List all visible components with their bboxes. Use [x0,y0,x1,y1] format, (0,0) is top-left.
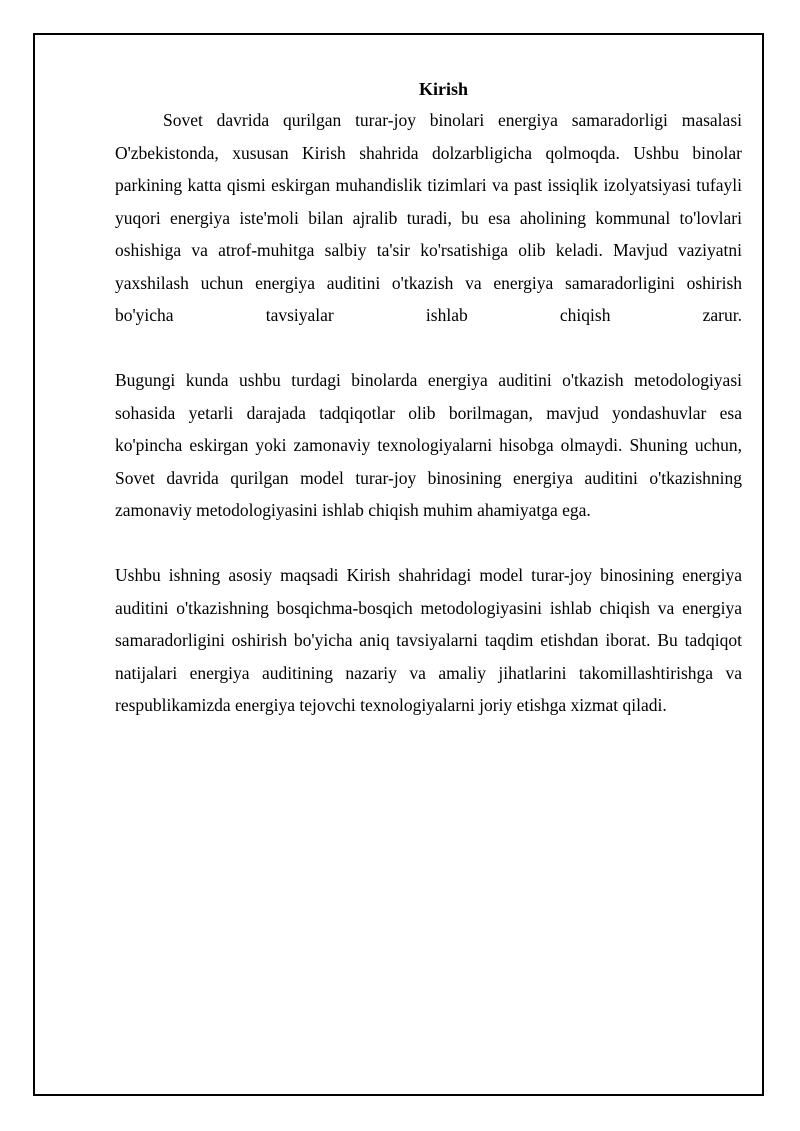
paragraph-2: Bugungi kunda ushbu turdagi binolarda energiya auditini o'tkazish metodologiyasi sohasida yetarli darajada tadqiqotlar olib borilmagan, mavjud yondashuvlar esa ko'pincha eskirgan yoki zamonaviy texnologiyalarni hisobga olmaydi. Shuning uchun, Sovet davrida qurilgan model turar-joy binosining energiya auditini o'tkazishning zamonaviy metodologiyasini ishlab chiqish muhim ahamiyatga ega. [115,370,742,520]
paragraph-1: Sovet davrida qurilgan turar-joy binolari energiya samaradorligi masalasi O'zbekistonda, xususan Kirish shahrida dolzarbligicha qolmoqda. Ushbu binolar parkining katta qismi eskirgan muhandislik tizimlari va past issiqlik izolyatsiyasi tufayli yuqori energiya iste'moli bilan ajralib turadi, bu esa aholining kommunal to'lovlari oshishiga va atrof-muhitga salbiy ta'sir ko'rsatishiga olib keladi. Mavjud vaziyatni yaxshilash uchun energiya auditini o'tkazish va energiya samaradorligini oshirish bo'yicha tavsiyalar ishlab chiqish zarur. [115,110,742,325]
paragraph-3: Ushbu ishning asosiy maqsadi Kirish shahridagi model turar-joy binosining energiya auditini o'tkazishning bosqichma-bosqich metodologiyasini ishlab chiqish va energiya samaradorligini oshirish bo'yicha aniq tavsiyalarni taqdim etishdan iborat. Bu tadqiqot natijalari energiya auditining nazariy va amaliy jihatlarini takomillashtirishga va respublikamizda energiya tejovchi texnologiyalarni joriy etishga xizmat qiladi. [115,565,742,715]
document-title: Kirish [418,79,468,99]
document-body [115,74,742,722]
paragraph-spacer [115,332,742,365]
paragraph-spacer [115,527,742,560]
